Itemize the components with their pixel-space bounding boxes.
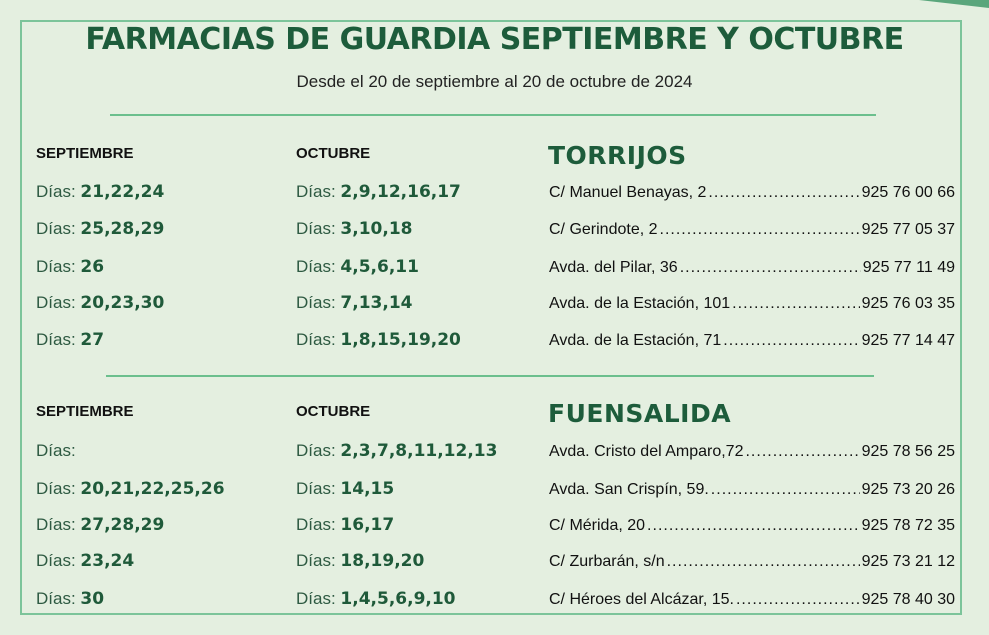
october-days (296, 551, 424, 571)
october-days (296, 330, 461, 350)
dias-label: Días: (296, 515, 336, 534)
september-days (36, 551, 134, 571)
dot-leader (745, 443, 859, 461)
october-days (296, 182, 461, 202)
pharmacy-phone: 925 78 56 25 (861, 443, 955, 460)
day-list: 2,3,7,8,11,12,13 (340, 441, 498, 461)
divider-middle (106, 375, 874, 377)
pharmacy-entry (549, 332, 955, 350)
day-list: 1,4,5,6,9,10 (340, 589, 456, 609)
dias-label: Días: (296, 257, 336, 276)
dot-leader (736, 591, 860, 609)
dias-label: Días: (36, 330, 76, 349)
day-list: 20,23,30 (80, 293, 165, 313)
dias-label: Días: (296, 330, 336, 349)
dias-label: Días: (296, 589, 336, 608)
dias-label: Días: (296, 551, 336, 570)
dias-label: Días: (36, 182, 76, 201)
day-list: 16,17 (340, 515, 395, 535)
october-header: OCTUBRE (296, 145, 371, 162)
september-days (36, 441, 76, 461)
pharmacy-phone: 925 78 72 35 (861, 517, 955, 534)
divider-top (110, 114, 876, 116)
pharmacy-address: C/ Manuel Benayas, 2 (549, 184, 707, 201)
pharmacy-address: Avda. del Pilar, 36 (549, 259, 678, 276)
september-days (36, 219, 164, 239)
day-list: 20,21,22,25,26 (80, 479, 225, 499)
pharmacy-phone: 925 77 11 49 (862, 259, 955, 276)
dias-label: Días: (296, 479, 336, 498)
dias-label: Días: (36, 589, 76, 608)
pharmacy-phone: 925 73 20 26 (861, 481, 955, 498)
day-list: 7,13,14 (340, 293, 413, 313)
day-list: 21,22,24 (80, 182, 165, 202)
dot-leader (708, 184, 859, 202)
pharmacy-address: Avda. San Crispín, 59. (549, 481, 709, 498)
day-list: 4,5,6,11 (340, 257, 419, 277)
dias-label: Días: (36, 515, 76, 534)
october-days (296, 515, 394, 535)
pharmacy-address: C/ Mérida, 20 (549, 517, 646, 534)
day-list: 3,10,18 (340, 219, 413, 239)
pharmacy-address: Avda. de la Estación, 101 (549, 295, 731, 312)
pharmacy-entry (549, 591, 955, 609)
dias-label: Días: (36, 257, 76, 276)
pharmacy-entry (549, 184, 955, 202)
pharmacy-phone: 925 76 03 35 (861, 295, 955, 312)
dot-leader (660, 221, 860, 239)
town-name: FUENSALIDA (548, 399, 732, 428)
dias-label: Días: (36, 479, 76, 498)
day-list: 27,28,29 (80, 515, 165, 535)
day-list: 1,8,15,19,20 (340, 330, 461, 350)
dias-label: Días: (296, 441, 336, 460)
september-days (36, 182, 164, 202)
october-days (296, 479, 394, 499)
day-list: 2,9,12,16,17 (340, 182, 461, 202)
dias-label: Días: (36, 551, 76, 570)
dot-leader (680, 259, 861, 277)
pharmacy-phone: 925 78 40 30 (861, 591, 955, 608)
corner-accent (919, 0, 989, 8)
september-days (36, 257, 104, 277)
page-subtitle: Desde el 20 de septiembre al 20 de octubre de 2024 (296, 72, 693, 91)
pharmacy-address: C/ Gerindote, 2 (549, 221, 658, 238)
town-name: TORRIJOS (548, 141, 687, 170)
october-days (296, 293, 412, 313)
pharmacy-phone: 925 73 21 12 (861, 553, 955, 570)
october-header: OCTUBRE (296, 403, 371, 420)
day-list: 14,15 (340, 479, 395, 499)
page-title: FARMACIAS DE GUARDIA SEPTIEMBRE Y OCTUBRE (85, 22, 904, 57)
pharmacy-entry (549, 259, 955, 277)
pharmacy-entry (549, 221, 955, 239)
day-list: 30 (80, 589, 105, 609)
day-list: 27 (80, 330, 105, 350)
september-days (36, 330, 104, 350)
september-days (36, 589, 104, 609)
october-days (296, 219, 412, 239)
day-list: 23,24 (80, 551, 135, 571)
pharmacy-address: C/ Héroes del Alcázar, 15. (549, 591, 734, 608)
dias-label: Días: (296, 182, 336, 201)
day-list: 18,19,20 (340, 551, 425, 571)
dot-leader (723, 332, 859, 350)
october-days (296, 589, 456, 609)
dias-label: Días: (36, 441, 76, 460)
pharmacy-phone: 925 77 05 37 (861, 221, 955, 238)
pharmacy-phone: 925 76 00 66 (861, 184, 955, 201)
pharmacy-entry (549, 443, 955, 461)
pharmacy-address: C/ Zurbarán, s/n (549, 553, 665, 570)
september-days (36, 515, 164, 535)
day-list: 26 (80, 257, 105, 277)
pharmacy-entry (549, 481, 955, 499)
september-days (36, 293, 164, 313)
day-list: 25,28,29 (80, 219, 165, 239)
pharmacy-entry (549, 553, 955, 571)
september-header: SEPTIEMBRE (36, 403, 134, 420)
october-days (296, 441, 497, 461)
september-days (36, 479, 225, 499)
dot-leader (647, 517, 860, 535)
dias-label: Días: (36, 293, 76, 312)
pharmacy-address: Avda. de la Estación, 71 (549, 332, 722, 349)
october-days (296, 257, 419, 277)
dot-leader (711, 481, 860, 499)
pharmacy-entry (549, 295, 955, 313)
dias-label: Días: (296, 219, 336, 238)
pharmacy-entry (549, 517, 955, 535)
dot-leader (732, 295, 859, 313)
pharmacy-address: Avda. Cristo del Amparo,72 (549, 443, 744, 460)
pharmacy-phone: 925 77 14 47 (861, 332, 955, 349)
dias-label: Días: (296, 293, 336, 312)
dot-leader (667, 553, 860, 571)
september-header: SEPTIEMBRE (36, 145, 134, 162)
dias-label: Días: (36, 219, 76, 238)
